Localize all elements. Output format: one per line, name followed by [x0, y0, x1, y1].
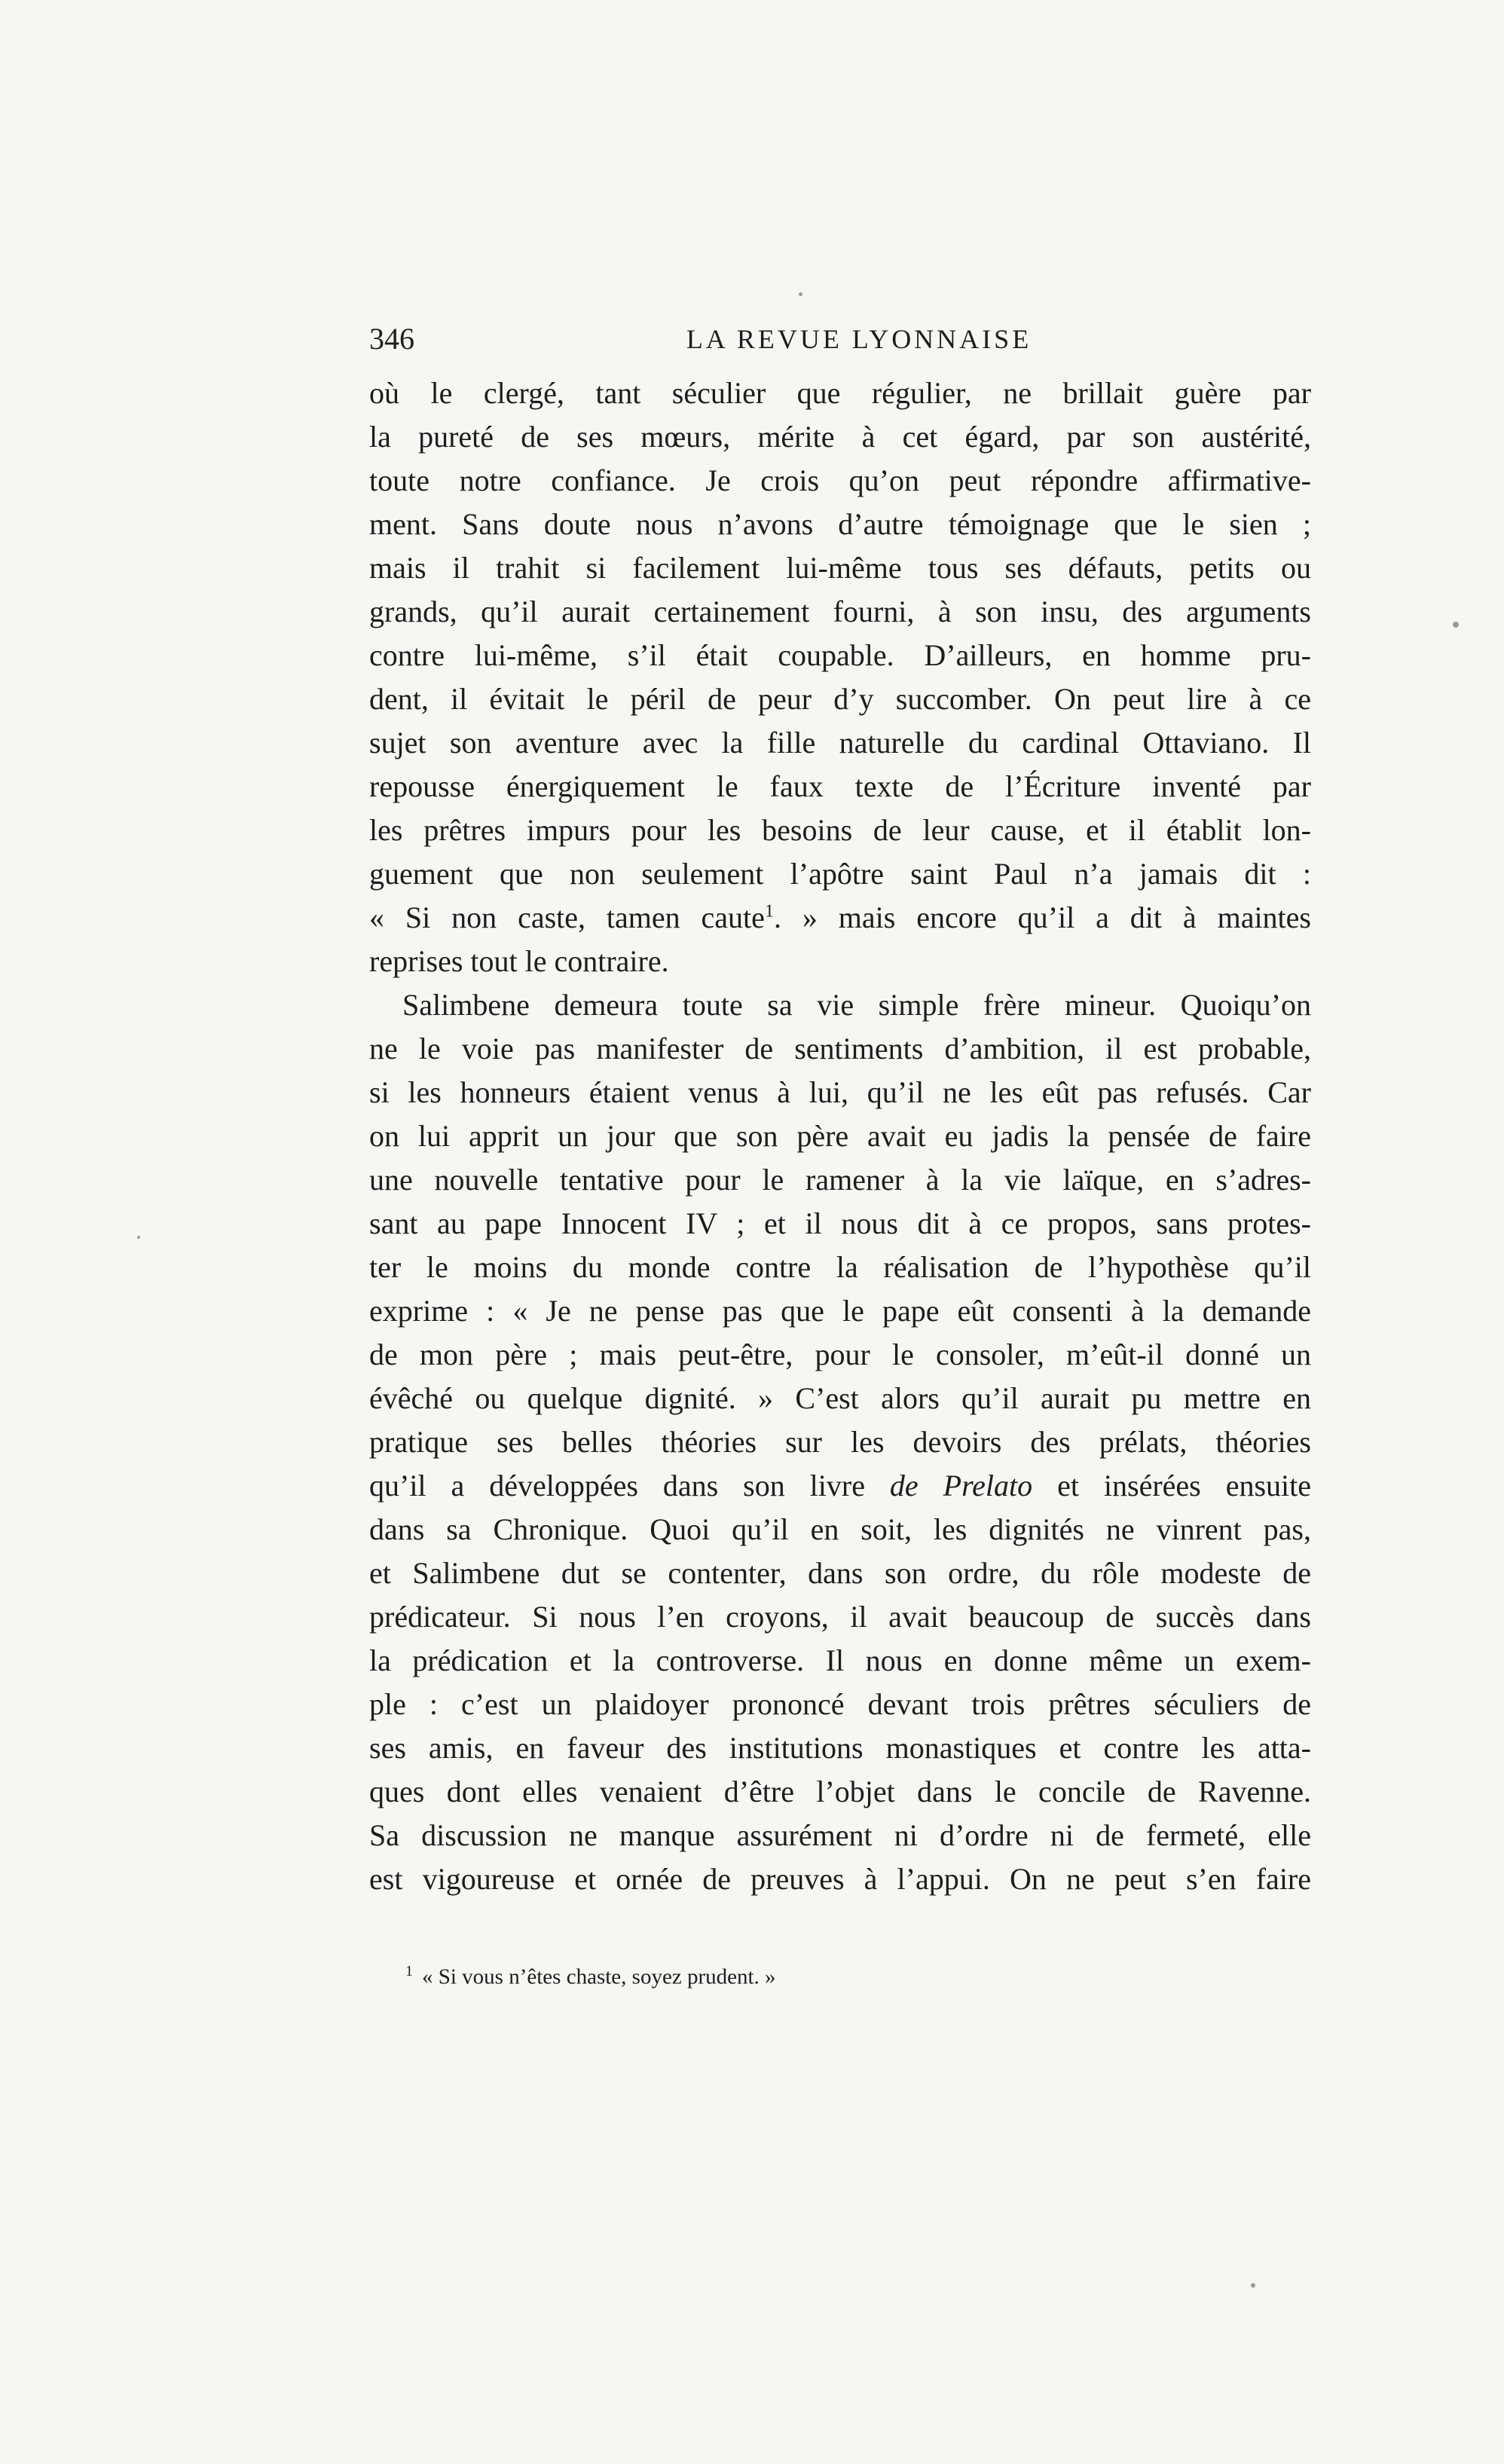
footnote-reference[interactable]: 1: [764, 901, 774, 922]
text-line: repousse énergiquement le faux texte de l’Écriture inventé par: [369, 769, 1311, 803]
text-segment: qu’il a développées dans son livre: [369, 1469, 890, 1503]
page-number: 346: [369, 322, 414, 356]
text-line: ne le voie pas manifester de sentiments d’ambition, il est probable,: [369, 1032, 1311, 1065]
text-line: ter le moins du monde contre la réalisation de l’hypothèse qu’il: [369, 1250, 1311, 1284]
text-line: les prêtres impurs pour les besoins de leur cause, et il établit lon-: [369, 813, 1311, 847]
body-text: [369, 371, 1311, 1901]
page-header: [369, 320, 1311, 358]
text-line: ment. Sans doute nous n’avons d’autre témoignage que le sien ;: [369, 507, 1311, 541]
text-line: guement que non seulement l’apôtre saint Paul n’a jamais dit :: [369, 857, 1311, 891]
text-line: grands, qu’il aurait certainement fourni, à son insu, des arguments: [369, 595, 1311, 628]
text-line: toute notre confiance. Je crois qu’on peut répondre affirmative-: [369, 463, 1311, 497]
text-segment: . » mais encore qu’il a dit à maintes: [773, 900, 1311, 934]
text-line: dent, il évitait le péril de peur d’y succomber. On peut lire à ce: [369, 682, 1311, 716]
book-title: de Prelato: [889, 1469, 1033, 1503]
footnote: [405, 1956, 1272, 1992]
text-line: pratique ses belles théories sur les devoirs des prélats, théories: [369, 1425, 1311, 1459]
text-line: prédicateur. Si nous l’en croyons, il avait beaucoup de succès dans: [369, 1600, 1311, 1634]
text-line: reprises tout le contraire.: [369, 944, 669, 978]
text-line: évêché ou quelque dignité. » C’est alors qu’il aurait pu mettre en: [369, 1381, 1311, 1415]
text-line: ple : c’est un plaidoyer prononcé devant trois prêtres séculiers de: [369, 1687, 1311, 1721]
text-line: Salimbene demeura toute sa vie simple frère mineur. Quoiqu’on: [402, 988, 1311, 1022]
text-line: exprime : « Je ne pense pas que le pape eût consenti à la demande: [369, 1294, 1311, 1328]
scan-speck: [1453, 622, 1459, 628]
text-segment: et insérées ensuite: [1032, 1469, 1311, 1503]
text-line: est vigoureuse et ornée de preuves à l’appui. On ne peut s’en faire: [369, 1862, 1311, 1896]
footnote-text: « Si vous n’êtes chaste, soyez prudent. »: [422, 1964, 776, 1989]
text-line: la pureté de ses mœurs, mérite à cet égard, par son austérité,: [369, 420, 1311, 454]
text-line: où le clergé, tant séculier que régulier, ne brillait guère par: [369, 376, 1311, 410]
text-line: sujet son aventure avec la fille naturelle du cardinal Ottaviano. Il: [369, 726, 1311, 760]
text-line: et Salimbene dut se contenter, dans son ordre, du rôle modeste de: [369, 1556, 1311, 1590]
text-line: ses amis, en faveur des institutions monastiques et contre les atta-: [369, 1731, 1311, 1765]
text-line: sant au pape Innocent IV ; et il nous dit à ce propos, sans protes-: [369, 1206, 1311, 1240]
scan-speck: [1251, 2283, 1255, 2288]
text-line: ques dont elles venaient d’être l’objet dans le concile de Ravenne.: [369, 1775, 1311, 1808]
text-line: [369, 1464, 1311, 1508]
footnote-number: 1: [405, 1963, 413, 1979]
text-line: de mon père ; mais peut-être, pour le consoler, m’eût-il donné un: [369, 1337, 1311, 1371]
text-line: Sa discussion ne manque assurément ni d’ordre ni de fermeté, elle: [369, 1818, 1311, 1852]
text-segment: « Si non caste, tamen caute: [369, 900, 765, 934]
text-line: la prédication et la controverse. Il nous en donne même un exem-: [369, 1643, 1311, 1677]
text-line: [369, 896, 1311, 940]
text-line: contre lui-même, s’il était coupable. D’ailleurs, en homme pru-: [369, 638, 1311, 672]
text-line: une nouvelle tentative pour le ramener à la vie laïque, en s’adres-: [369, 1163, 1311, 1197]
text-line: dans sa Chronique. Quoi qu’il en soit, les dignités ne vinrent pas,: [369, 1512, 1311, 1546]
text-line: on lui apprit un jour que son père avait eu jadis la pensée de faire: [369, 1119, 1311, 1153]
text-line: si les honneurs étaient venus à lui, qu’il ne les eût pas refusés. Car: [369, 1075, 1311, 1109]
scan-speck: [799, 292, 802, 296]
running-title: LA REVUE LYONNAISE: [686, 324, 1032, 354]
text-line: mais il trahit si facilement lui-même tous ses défauts, petits ou: [369, 551, 1311, 585]
scan-speck: [137, 1236, 140, 1239]
